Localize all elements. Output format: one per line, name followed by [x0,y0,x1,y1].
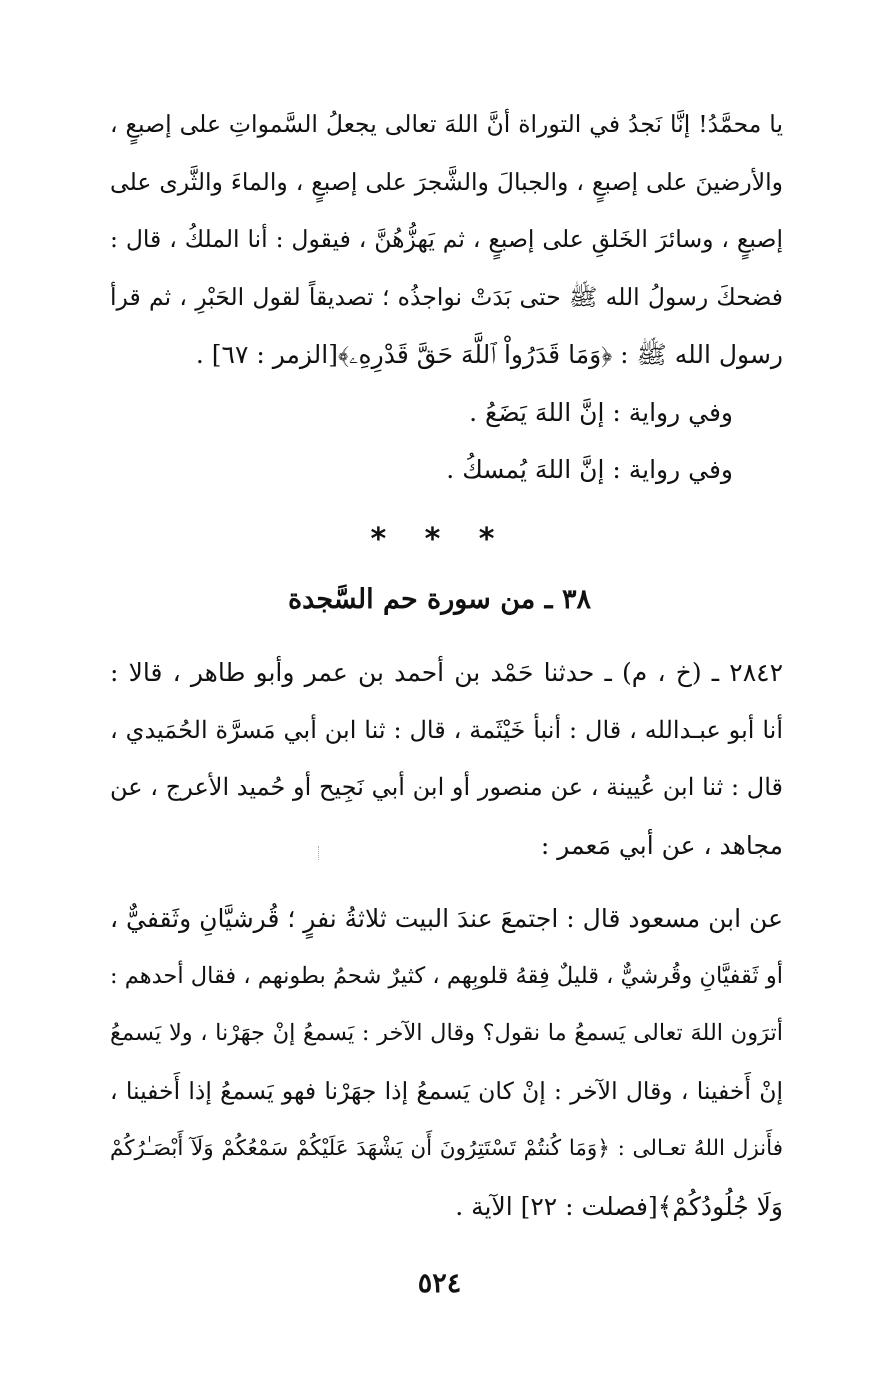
text-line: فضحكَ رسولُ الله ﷺ حتى بَدَتْ نواجذُه ؛ تصديقاً لقول الحَبْرِ ، ثم قرأ [110,282,783,311]
hadith-continuation-paragraph [110,96,783,499]
scan-speck [318,846,322,860]
text-line: يا محمَّدُ! إنَّا نَجدُ في التوراة أنَّ اللهَ تعالى يجعلُ السَّمواتِ على إصبعٍ ، [110,110,783,138]
text-line-with-quran-verse: فأَنزل اللهُ تعـالى : ﴿وَمَا كُنتُمْ تَسْتَتِرُونَ أَن يَشْهَدَ عَلَيْكُمْ سَمْعُكُمْ وَلَآ أَبْصَـٰرُكُمْ [110,1136,783,1161]
text-line: والأرضينَ على إصبعٍ ، والجبالَ والشَّجرَ على إصبعٍ ، والماءَ والثَّرى على [110,167,783,196]
text-line: ٢٨٤٢ ـ (خ ، م) ـ حدثنا حَمْد بن أحمد بن عمر وأبو طاهر ، قالا : [110,658,783,687]
text-line: إصبعٍ ، وسائرَ الخَلقِ على إصبعٍ ، ثم يَهزُّهُنَّ ، فيقول : أنا الملكُ ، قال : [110,225,783,253]
narration-variant-2: وفي رواية : إنَّ اللهَ يُمسكُ . [446,455,733,484]
text-line: قال : ثنا ابن عُيينة ، عن منصور أو ابن أبي نَجِيح أو حُميد الأعرج ، عن [110,773,783,801]
hadith-isnad-paragraph [110,644,783,874]
hadith-matn-paragraph [110,890,783,1235]
section-separator: * * * [370,522,509,557]
text-line-with-quran-verse: رسول الله ﷺ : ﴿وَمَا قَدَرُواْ ٱللَّهَ حَقَّ قَدْرِهِۦ﴾[الزمر : ٦٧] . [195,340,783,369]
text-line: أو ثَقفيَّانِ وقُرشيٌّ ، قليلٌ فِقهُ قلوبِهم ، كثيرٌ شحمُ بطونهم ، فقال أحدهم : [110,962,783,989]
text-line: عن ابن مسعود قال : اجتمعَ عندَ البيت ثلاثةُ نفرٍ ؛ قُرشيَّانِ وثَقفيٌّ ، [110,904,783,933]
chapter-title: ٣٨ ـ من سورة حم السَّجدة [288,584,591,615]
text-line-with-quran-verse: وَلَا جُلُودُكُمْ﴾[فصلت : ٢٢] الآية . [455,1191,783,1221]
text-line: أنا أبو عبـدالله ، قال : أنبأ خَيْثَمة ، قال : ثنا ابن أبي مَسرَّة الحُمَيدي ، [110,715,783,744]
text-line: مجاهد ، عن أبي مَعمر : [540,830,783,860]
text-line: إنْ أَخفينا ، وقال الآخر : إنْ كان يَسمعُ إذا جهَرْنا فهو يَسمعُ إذا أَخفينا ، [110,1076,783,1105]
page-number: ٥٢٤ [417,1268,462,1299]
narration-variant-1: وفي رواية : إنَّ اللهَ يَضَعُ . [469,397,733,427]
text-line: أترَون اللهَ تعالى يَسمعُ ما نقول؟ وقال الآخر : يَسمعُ إنْ جهَرْنا ، ولا يَسمعُ [110,1020,783,1046]
